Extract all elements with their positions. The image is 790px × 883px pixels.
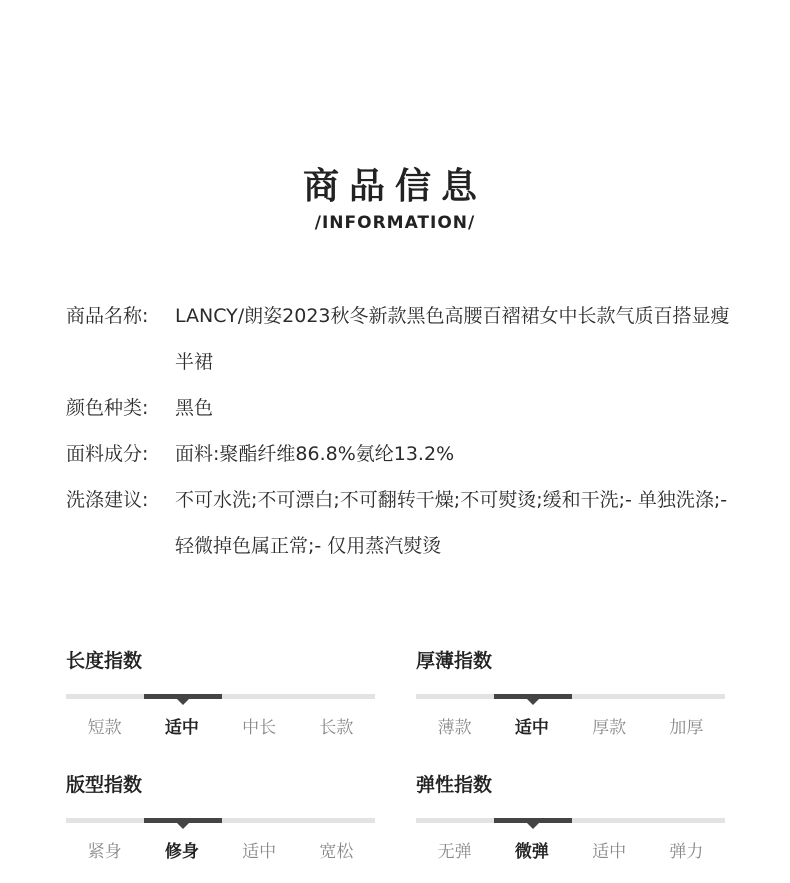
index-option: 厚款 [592,718,627,738]
index-title: 版型指数 [66,774,143,796]
info-label: 商品名称: [66,305,149,327]
index-option: 修身 [164,842,199,862]
info-label: 洗涤建议: [66,489,149,511]
thickness-index [416,646,725,738]
index-option: 无弹 [437,842,472,862]
info-row-color [66,385,746,431]
info-row-material [66,431,746,477]
info-value: 黑色 [175,397,214,419]
elasticity-index [416,770,725,862]
index-pointer-icon [527,823,539,829]
index-option: 短款 [87,718,122,738]
product-info-list [66,293,746,569]
info-value: LANCY/朗姿2023秋冬新款黑色高腰百褶裙女中长款气质百搭显瘦半裙 [175,305,730,373]
info-row-washing [66,477,746,569]
fit-index [66,770,375,862]
info-value: 面料:聚酯纤维86.8%氨纶13.2% [175,443,455,465]
index-option: 中长 [242,718,277,738]
info-label: 面料成分: [66,443,149,465]
index-option: 紧身 [87,842,122,862]
index-pointer-icon [177,699,189,705]
index-option: 适中 [592,842,627,862]
length-index [66,646,375,738]
index-bar [416,694,725,699]
index-option: 弹力 [669,842,704,862]
index-pointer-icon [527,699,539,705]
index-option: 长款 [319,718,354,738]
index-bar [416,818,725,823]
index-bar [66,818,375,823]
page-title: 商品信息 [302,166,487,207]
index-option: 适中 [514,718,549,738]
info-value: 不可水洗;不可漂白;不可翻转干燥;不可熨烫;缓和干洗;- 单独洗涤;- 轻微掉色属正常;- 仅用蒸汽熨烫 [175,489,728,557]
index-option: 加厚 [669,718,704,738]
index-option: 宽松 [319,842,354,862]
info-row-name [66,293,746,385]
index-bar [66,694,375,699]
index-pointer-icon [177,823,189,829]
info-label: 颜色种类: [66,397,149,419]
index-option: 微弹 [514,842,549,862]
index-option: 适中 [164,718,199,738]
index-title: 弹性指数 [416,774,493,796]
index-option: 薄款 [437,718,472,738]
page-subtitle: /INFORMATION/ [314,213,476,233]
index-title: 长度指数 [66,650,143,672]
index-option: 适中 [242,842,277,862]
index-title: 厚薄指数 [416,650,493,672]
